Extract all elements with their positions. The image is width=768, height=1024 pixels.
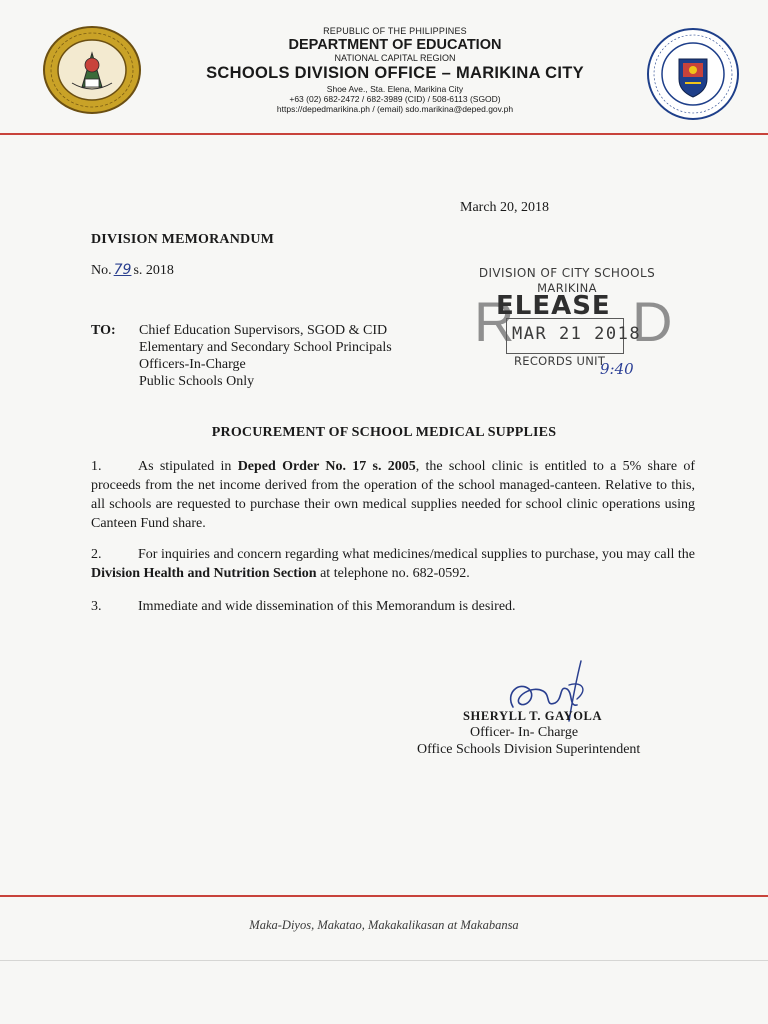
- paragraph-1: [91, 457, 695, 533]
- paragraph-text: As stipulated in: [138, 459, 238, 474]
- stamp-records-unit: RECORDS UNIT: [514, 354, 606, 368]
- stamp-division: DIVISION OF CITY SCHOOLS: [478, 266, 656, 280]
- health-section-reference: Division Health and Nutrition Section: [91, 566, 317, 581]
- memo-date: March 20, 2018: [460, 200, 550, 215]
- deped-seal-icon: [645, 27, 741, 121]
- header-divider: [0, 133, 768, 135]
- paragraph-text: , the school clinic is entitled to a 5% share of proceeds from the net income derived from the operation of the school managed-canteen. Relative to this, all schools are requested to purchase their own medical supplies needed for school clinic operations using Canteen Fund share.: [91, 459, 695, 531]
- letterhead-text: [190, 26, 600, 114]
- stamp-letter-r: R: [474, 290, 515, 353]
- stamp-date: MAR 21 2018: [512, 324, 642, 344]
- recipient-line: Chief Education Supervisors, SGOD & CID: [139, 323, 388, 338]
- office-name: SCHOOLS DIVISION OFFICE – MARIKINA CITY: [206, 64, 584, 82]
- signatory-role: Officer- In- Charge: [470, 725, 579, 740]
- signature-block: [410, 655, 710, 765]
- signatory-office: Office Schools Division Superintendent: [417, 742, 641, 757]
- recipient-list: [139, 322, 392, 390]
- paragraph-2: [91, 545, 695, 583]
- office-web: https://depedmarikina.ph / (email) sdo.marikina@deped.gov.ph: [276, 104, 514, 114]
- paragraph-number: 1.: [91, 459, 102, 474]
- recipient-line: Officers-In-Charge: [139, 357, 246, 372]
- memo-subject: PROCUREMENT OF SCHOOL MEDICAL SUPPLIES: [211, 425, 557, 440]
- recipient-line: Public Schools Only: [139, 374, 255, 389]
- memo-number-value: 79: [113, 262, 132, 278]
- footer-motto: Maka-Diyos, Makatao, Makakalikasan at Makabansa: [249, 918, 519, 932]
- memo-number-prefix: No.: [91, 263, 112, 278]
- memo-number-suffix: s. 2018: [133, 263, 174, 278]
- footer-divider: [0, 895, 768, 897]
- signatory-name: SHERYLL T. GAYOLA: [463, 709, 603, 723]
- paragraph-3: [91, 597, 695, 616]
- paragraph-number: 2.: [91, 547, 102, 562]
- deped-order-reference: Deped Order No. 17 s. 2005: [237, 459, 416, 474]
- office-address: Shoe Ave., Sta. Elena, Marikina City: [326, 84, 464, 94]
- paragraph-text: at telephone no. 682-0592.: [316, 566, 470, 581]
- paragraph-text: For inquiries and concern regarding what medicines/medical supplies to purchase, you may call the: [138, 547, 695, 562]
- memo-title: DIVISION MEMORANDUM: [91, 232, 275, 247]
- stamp-city: MARIKINA: [537, 281, 597, 295]
- paragraph-number: 3.: [91, 599, 102, 614]
- stamp-released-word: ELEASE: [496, 291, 611, 321]
- stamp-letter-d: D: [632, 290, 673, 353]
- to-label: TO:: [91, 323, 116, 338]
- letterhead: [0, 0, 768, 136]
- department-name: DEPARTMENT OF EDUCATION: [288, 37, 502, 53]
- stamp-handwritten-time: 9:40: [600, 360, 634, 378]
- memo-number: [91, 262, 174, 279]
- released-stamp: [472, 266, 673, 406]
- republic-line: REPUBLIC OF THE PHILIPPINES: [323, 26, 467, 36]
- office-phone: +63 (02) 682-2472 / 682-3989 (CID) / 508-6113 (SGOD): [289, 94, 501, 104]
- paragraph-text: Immediate and wide dissemination of this Memorandum is desired.: [138, 599, 516, 614]
- region-name: NATIONAL CAPITAL REGION: [334, 53, 456, 63]
- sdo-marikina-seal-icon: [42, 25, 142, 115]
- page-edge: [0, 960, 768, 961]
- recipient-line: Elementary and Secondary School Principals: [139, 340, 392, 355]
